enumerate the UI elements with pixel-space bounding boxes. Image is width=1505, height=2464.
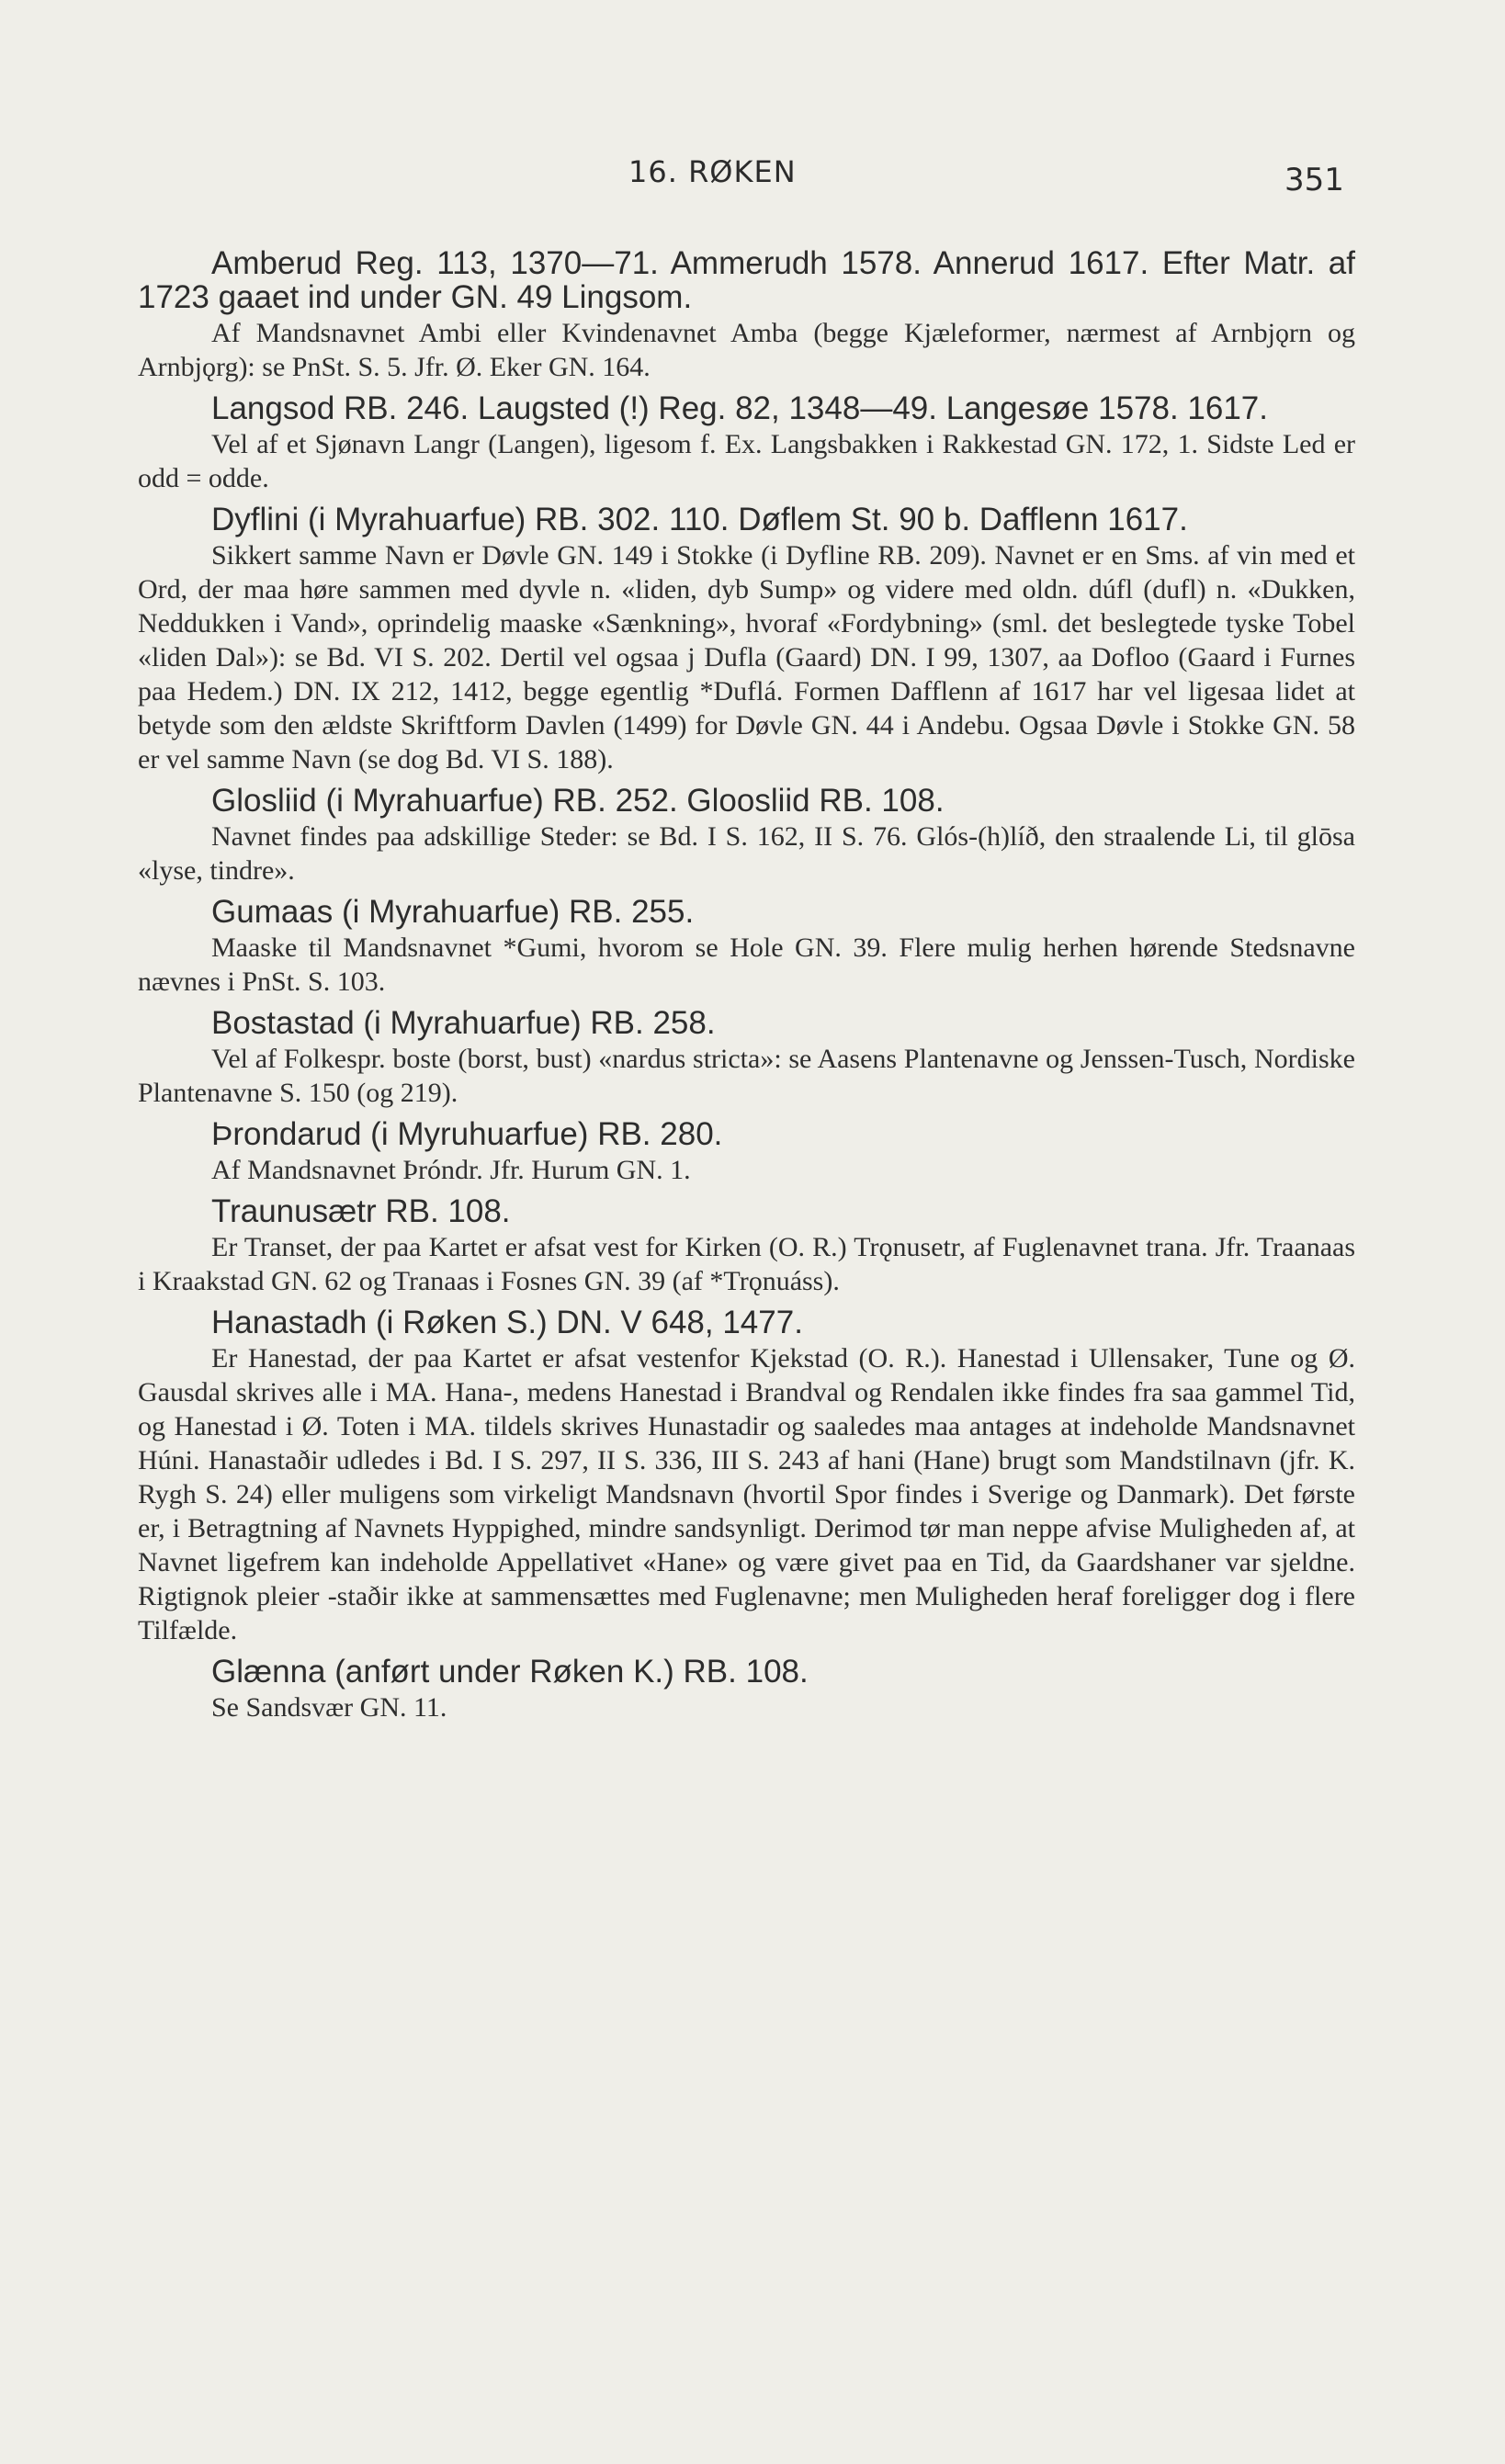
entry-throndarud xyxy=(138,1117,1355,1187)
entry-heading: Amberud Reg. 113, 1370—71. Ammerudh 1578. Annerud 1617. Efter Matr. af 1723 gaaet ind under GN. 49 Lingsom. xyxy=(138,245,1355,315)
page-number: 351 xyxy=(1284,162,1344,198)
entry-body: Vel af et Sjønavn Langr (Langen), ligesom f. Ex. Langsbakken i Rakkestad GN. 172, 1. Sidste Led er odd = odde. xyxy=(138,429,1355,493)
running-title: 16. RØKEN xyxy=(628,154,797,189)
entry-body: Sikkert samme Navn er Døvle GN. 149 i Stokke (i Dyfline RB. 209). Navnet er en Sms. af vin med et Ord, der maa høre sammen med dyvle n. «liden, dyb Sump» og videre med oldn. dúfl (dufl) n. «Dukken, Neddukken i Vand», oprindelig maaske «Sænkning», hvoraf «Fordybning» (sml. det beslegtede tyske Tobel «liden Dal»): se Bd. VI S. 202. Dertil vel ogsaa j Dufla (Gaard) DN. I 99, 1307, aa Dofloo (Gaard i Furnes paa Hedem.) DN. IX 212, 1412, begge egentlig *Duflá. Formen Dafflenn af 1617 har vel ligesaa lidet at betyde som den ældste Skriftform Davlen (1499) for Døvle GN. 44 i Andebu. Ogsaa Døvle i Stokke GN. 58 er vel samme Navn (se dog Bd. VI S. 188). xyxy=(138,540,1355,774)
entry-heading: Langsod RB. 246. Laugsted (!) Reg. 82, 1348—49. Langesøe 1578. 1617. xyxy=(211,390,1268,426)
entry-body: Vel af Folkespr. boste (borst, bust) «nardus stricta»: se Aasens Plantenavne og Jenssen-Tusch, Nordiske Plantenavne S. 150 (og 219). xyxy=(138,1044,1355,1108)
page-header xyxy=(0,154,1505,200)
entry-langsod xyxy=(138,391,1355,495)
entry-heading: Dyflini (i Myrahuarfue) RB. 302. 110. Døflem St. 90 b. Dafflenn 1617. xyxy=(211,502,1188,537)
entry-amberud xyxy=(138,246,1355,384)
entry-heading: Glænna (anført under Røken K.) RB. 108. xyxy=(211,1654,809,1690)
entry-hanastadh xyxy=(138,1305,1355,1647)
entry-heading: Þrondarud (i Myruhuarfue) RB. 280. xyxy=(211,1116,723,1152)
entry-traunusaetr xyxy=(138,1194,1355,1298)
entry-body: Af Mandsnavnet Ambi eller Kvindenavnet Amba (begge Kjæleformer, nærmest af Arnbjǫrn og Arnbjǫrg): se PnSt. S. 5. Jfr. Ø. Eker GN. 164. xyxy=(138,318,1355,382)
entry-body: Er Transet, der paa Kartet er afsat vest for Kirken (O. R.) Trǫnusetr, af Fuglenavnet trana. Jfr. Traanaas i Kraakstad GN. 62 og Tranaas i Fosnes GN. 39 (af *Trǫnuáss). xyxy=(138,1232,1355,1296)
entry-body: Af Mandsnavnet Þróndr. Jfr. Hurum GN. 1. xyxy=(211,1155,691,1185)
entry-gumaas xyxy=(138,895,1355,999)
entry-bostastad xyxy=(138,1006,1355,1110)
main-text xyxy=(138,246,1355,1732)
entry-body: Navnet findes paa adskillige Steder: se Bd. I S. 162, II S. 76. Glós-(h)líð, den straalende Li, til glōsa «lyse, tindre». xyxy=(138,821,1355,886)
entry-heading: Gumaas (i Myrahuarfue) RB. 255. xyxy=(211,894,695,930)
entry-body: Se Sandsvær GN. 11. xyxy=(211,1692,447,1723)
entry-dyflini xyxy=(138,503,1355,776)
entry-heading: Hanastadh (i Røken S.) DN. V 648, 1477. xyxy=(211,1305,803,1340)
entry-glaenna xyxy=(138,1655,1355,1724)
entry-heading: Traunusætr RB. 108. xyxy=(211,1193,511,1229)
entry-heading: Bostastad (i Myrahuarfue) RB. 258. xyxy=(211,1005,716,1041)
entry-body: Er Hanestad, der paa Kartet er afsat vestenfor Kjekstad (O. R.). Hanestad i Ullensaker, Tune og Ø. Gausdal skrives alle i MA. Hana-, medens Hanestad i Brandval og Rendalen ikke findes fra saa gammel Tid, og Hanestad i Ø. Toten i MA. tildels skrives Hunastadir og saaledes maa antages at indeholde Mandsnavnet Húni. Hanastaðir udledes i Bd. I S. 297, II S. 336, III S. 243 af hani (Hane) brugt som Mandstilnavn (jfr. K. Rygh S. 24) eller muligens som virkeligt Mandsnavn (hvortil Spor findes i Sverige og Danmark). Det første er, i Betragtning af Navnets Hyppighed, mindre sandsynligt. Derimod tør man neppe afvise Muligheden af, at Navnet ligefrem kan indeholde Appellativet «Hane» og være givet paa en Tid, da Gaardshaner var sjeldne. Rigtignok pleier -staðir ikke at sammensættes med Fuglenavne; men Muligheden heraf foreligger dog i flere Tilfælde. xyxy=(138,1343,1355,1645)
entry-body: Maaske til Mandsnavnet *Gumi, hvorom se Hole GN. 39. Flere mulig herhen hørende Stedsnavne nævnes i PnSt. S. 103. xyxy=(138,932,1355,997)
entry-glosliid xyxy=(138,784,1355,887)
entry-heading: Glosliid (i Myrahuarfue) RB. 252. Gloosliid RB. 108. xyxy=(211,783,945,819)
